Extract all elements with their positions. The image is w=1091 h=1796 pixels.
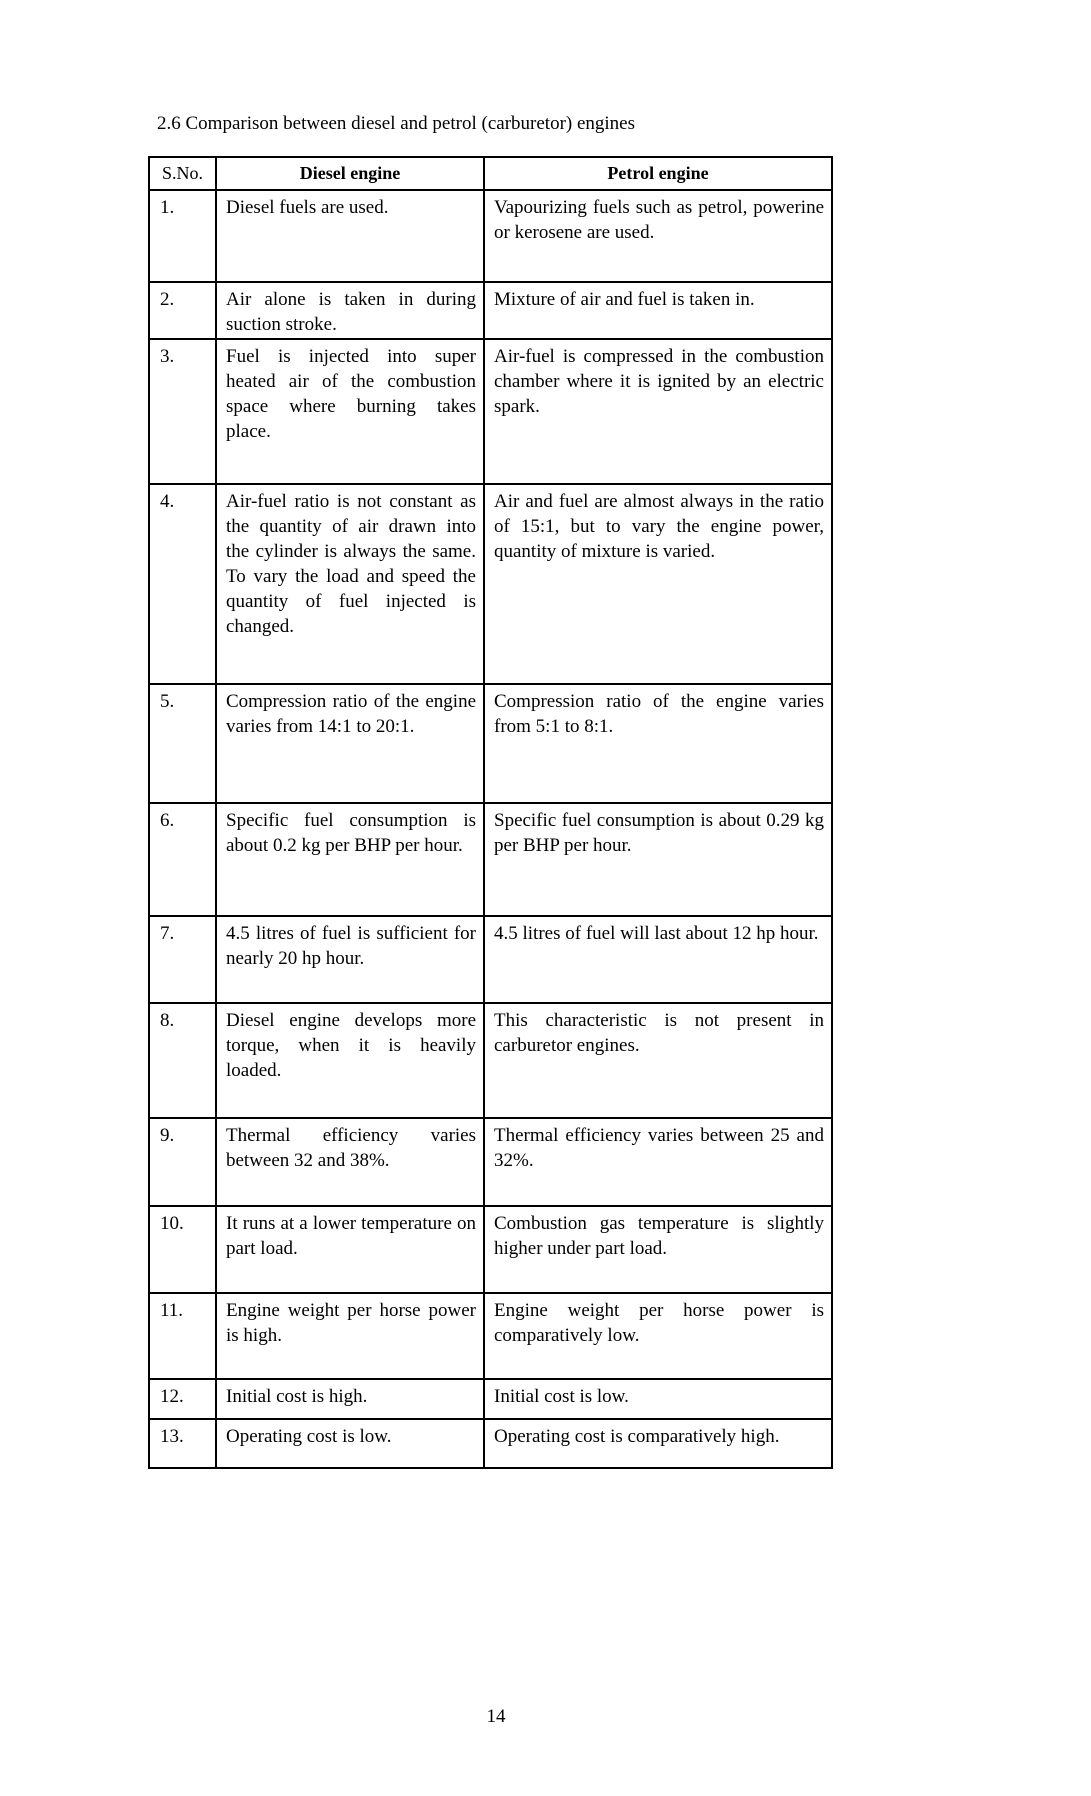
diesel-cell: 4.5 litres of fuel is sufficient for nearly 20 hp hour. [216,916,484,1003]
diesel-cell: Operating cost is low. [216,1419,484,1468]
table-row [149,190,832,282]
content-block [148,112,831,1469]
diesel-cell: Engine weight per horse power is high. [216,1293,484,1379]
section-title: 2.6 Comparison between diesel and petrol (carburetor) engines [157,113,636,134]
table-body [149,190,832,1468]
row-sno: 11. [149,1293,216,1379]
row-sno: 5. [149,684,216,803]
page-number: 14 [486,1706,506,1727]
table-row [149,1206,832,1293]
petrol-cell: Specific fuel consumption is about 0.29 kg per BHP per hour. [484,803,832,916]
petrol-cell: Air-fuel is compressed in the combustion chamber where it is ignited by an electric spark. [484,339,832,484]
diesel-cell: Fuel is injected into super heated air of the combustion space where burning takes place. [216,339,484,484]
row-sno: 12. [149,1379,216,1419]
diesel-cell: Air-fuel ratio is not constant as the quantity of air drawn into the cylinder is always the same. To vary the load and speed the quantity of fuel injected is changed. [216,484,484,684]
petrol-cell: Thermal efficiency varies between 25 and 32%. [484,1118,832,1206]
table-row [149,1118,832,1206]
header-row [149,157,832,190]
table-row [149,916,832,1003]
petrol-cell: Vapourizing fuels such as petrol, powerine or kerosene are used. [484,190,832,282]
table-row [149,684,832,803]
diesel-cell: Compression ratio of the engine varies from 14:1 to 20:1. [216,684,484,803]
diesel-cell: Initial cost is high. [216,1379,484,1419]
row-sno: 9. [149,1118,216,1206]
table-row [149,282,832,339]
row-sno: 6. [149,803,216,916]
row-sno: 3. [149,339,216,484]
header-petrol: Petrol engine [484,157,832,190]
row-sno: 10. [149,1206,216,1293]
petrol-cell: This characteristic is not present in carburetor engines. [484,1003,832,1118]
table-row [149,1379,832,1419]
petrol-cell: Mixture of air and fuel is taken in. [484,282,832,339]
row-sno: 7. [149,916,216,1003]
table-row [149,339,832,484]
petrol-cell: Operating cost is comparatively high. [484,1419,832,1468]
table-row [149,803,832,916]
diesel-cell: Air alone is taken in during suction stroke. [216,282,484,339]
diesel-cell: Diesel fuels are used. [216,190,484,282]
table-row [149,1293,832,1379]
row-sno: 13. [149,1419,216,1468]
table-row [149,484,832,684]
table-row [149,1003,832,1118]
petrol-cell: Air and fuel are almost always in the ratio of 15:1, but to vary the engine power, quantity of mixture is varied. [484,484,832,684]
row-sno: 8. [149,1003,216,1118]
comparison-table [148,156,833,1469]
petrol-cell: Initial cost is low. [484,1379,832,1419]
diesel-cell: It runs at a lower temperature on part load. [216,1206,484,1293]
row-sno: 2. [149,282,216,339]
row-sno: 4. [149,484,216,684]
table-header [149,157,832,190]
table-row [149,1419,832,1468]
row-sno: 1. [149,190,216,282]
header-diesel: Diesel engine [216,157,484,190]
header-sno: S.No. [149,157,216,190]
diesel-cell: Specific fuel consumption is about 0.2 kg per BHP per hour. [216,803,484,916]
diesel-cell: Thermal efficiency varies between 32 and 38%. [216,1118,484,1206]
petrol-cell: 4.5 litres of fuel will last about 12 hp hour. [484,916,832,1003]
petrol-cell: Combustion gas temperature is slightly higher under part load. [484,1206,832,1293]
petrol-cell: Engine weight per horse power is comparatively low. [484,1293,832,1379]
diesel-cell: Diesel engine develops more torque, when it is heavily loaded. [216,1003,484,1118]
petrol-cell: Compression ratio of the engine varies from 5:1 to 8:1. [484,684,832,803]
